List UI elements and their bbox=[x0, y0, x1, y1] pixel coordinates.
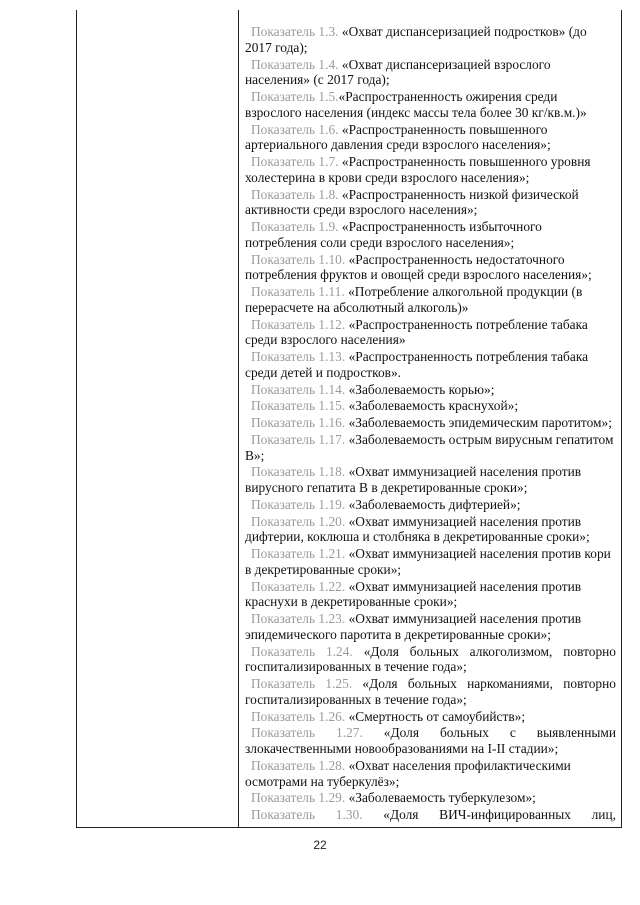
indicator-1-22 bbox=[245, 579, 616, 610]
indicator-1-11 bbox=[245, 284, 616, 315]
indicator-text: «Потребление алкогольной продукции (в перерасчете на абсолютный алкоголь)» bbox=[245, 284, 583, 315]
indicator-1-8 bbox=[245, 187, 616, 218]
indicator-text: «Распространенность потребления табака среди детей и подростков». bbox=[245, 349, 589, 380]
indicator-1-15 bbox=[245, 398, 616, 414]
indicator-label: Показатель 1.7. bbox=[251, 154, 339, 169]
indicator-text: «Доля больных алкоголизмом, повторно госпитализированных в течение года»; bbox=[245, 643, 616, 675]
indicator-text: «Охват иммунизацией населения против вирусного гепатита В в декретированные сроки»; bbox=[245, 464, 582, 496]
indicator-label: Показатель 1.13. bbox=[251, 349, 346, 364]
indicator-1-20 bbox=[245, 514, 616, 545]
indicator-1-10 bbox=[245, 252, 616, 283]
indicator-label: Показатель 1.8. bbox=[251, 186, 339, 202]
page-number: 22 bbox=[313, 838, 327, 852]
table-left-cell bbox=[77, 10, 239, 827]
indicator-label: Показатель 1.11. bbox=[251, 284, 345, 299]
indicator-label: Показатель 1.26. bbox=[251, 708, 346, 724]
indicator-text: «Охват населения профилактическими осмотрами на туберкулёз»; bbox=[245, 757, 571, 789]
indicator-1-4 bbox=[245, 57, 616, 88]
indicator-label: Показатель 1.20. bbox=[251, 513, 346, 529]
indicator-text: «Заболеваемость эпидемическим паротитом»; bbox=[348, 415, 612, 431]
indicator-text: «Распространенность потребление табака среди взрослого населения» bbox=[245, 316, 588, 348]
indicator-label: Показатель 1.18. bbox=[251, 464, 346, 480]
indicator-1-19 bbox=[245, 497, 616, 513]
indicator-1-17 bbox=[245, 432, 616, 463]
indicator-1-14 bbox=[245, 382, 616, 398]
document-table bbox=[76, 10, 622, 828]
indicator-text: «Охват иммунизацией населения против кори в декретированные сроки»; bbox=[245, 546, 611, 577]
indicator-label: Показатель 1.23. bbox=[251, 611, 346, 627]
indicator-1-29 bbox=[245, 790, 616, 806]
indicator-label: Показатель 1.27. bbox=[251, 725, 363, 741]
indicator-text: «Распространенность ожирения среди взрослого населения (индекс массы тела более 30 кг/кв.м.)» bbox=[245, 89, 587, 120]
indicator-text: «Охват диспансеризацией подростков» (до 2017 года); bbox=[245, 24, 587, 55]
indicator-text: «Распространенность повышенного уровня холестерина в крови среди взрослого населения»; bbox=[245, 154, 591, 185]
indicator-1-6 bbox=[245, 122, 616, 153]
indicator-text: «Доля больных наркоманиями, повторно госпитализированных в течение года»; bbox=[245, 676, 616, 707]
indicator-1-18 bbox=[245, 464, 616, 495]
indicator-label: Показатель 1.10. bbox=[251, 251, 346, 267]
indicator-text: «Заболеваемость острым вирусным гепатитом В»; bbox=[245, 431, 614, 463]
indicator-label: Показатель 1.12. bbox=[251, 316, 346, 332]
indicator-1-21 bbox=[245, 546, 616, 577]
indicator-label: Показатель 1.24. bbox=[251, 643, 353, 659]
indicator-label: Показатель 1.30. bbox=[251, 807, 363, 823]
indicator-text: «Распространенность низкой физической активности среди взрослого населения»; bbox=[245, 186, 579, 218]
indicator-label: Показатель 1.6. bbox=[251, 121, 339, 137]
indicator-text: «Распространенность недостаточного потребления фруктов и овощей среди взрослого населения»; bbox=[245, 251, 592, 283]
indicator-label: Показатель 1.29. bbox=[251, 790, 346, 806]
indicator-text: «Доля ВИЧ-инфицированных лиц, bbox=[383, 807, 616, 823]
indicator-label: Показатель 1.14. bbox=[251, 381, 346, 397]
indicator-label: Показатель 1.9. bbox=[251, 219, 339, 234]
indicator-label: Показатель 1.17. bbox=[251, 431, 346, 447]
indicator-text: «Охват иммунизацией населения против краснухи в декретированные сроки»; bbox=[245, 578, 582, 610]
indicator-label: Показатель 1.16. bbox=[251, 415, 346, 431]
indicator-text: «Заболеваемость корью»; bbox=[348, 381, 495, 397]
indicator-text: «Смертность от самоубийств»; bbox=[348, 708, 526, 724]
indicator-text: «Распространенность повышенного артериального давления среди взрослого населения»; bbox=[245, 121, 551, 153]
indicator-text: «Доля больных с выявленными злокачественными новообразованиями на I-II стадии»; bbox=[245, 725, 616, 757]
indicator-1-5 bbox=[245, 89, 616, 120]
indicator-label: Показатель 1.19. bbox=[251, 496, 346, 512]
indicator-text: «Охват иммунизацией населения против дифтерии, коклюша и столбняка в декретированные сроки»; bbox=[245, 513, 590, 545]
indicator-label: Показатель 1.25. bbox=[251, 676, 353, 692]
indicator-text: «Охват диспансеризацией взрослого населения» (с 2017 года); bbox=[245, 56, 551, 88]
indicator-label: Показатель 1.4. bbox=[251, 56, 339, 72]
indicator-text: «Заболеваемость туберкулезом»; bbox=[348, 790, 536, 806]
table-right-cell bbox=[239, 10, 621, 827]
indicator-1-23 bbox=[245, 611, 616, 642]
indicator-text: «Заболеваемость краснухой»; bbox=[348, 398, 519, 414]
indicator-text: «Охват иммунизацией населения против эпидемического паротита в декретированные сроки»; bbox=[245, 611, 582, 642]
indicator-1-13 bbox=[245, 349, 616, 380]
indicator-1-12 bbox=[245, 317, 616, 348]
indicator-label: Показатель 1.28. bbox=[251, 757, 346, 773]
indicator-label: Показатель 1.5. bbox=[251, 89, 339, 104]
indicator-text: «Заболеваемость дифтерией»; bbox=[348, 496, 521, 512]
indicator-label: Показатель 1.3. bbox=[251, 24, 339, 39]
indicator-label: Показатель 1.21. bbox=[251, 546, 346, 562]
indicator-label: Показатель 1.15. bbox=[251, 398, 346, 414]
indicator-1-9 bbox=[245, 219, 616, 250]
indicator-label: Показатель 1.22. bbox=[251, 578, 346, 594]
indicator-1-16 bbox=[245, 415, 616, 431]
indicator-1-30 bbox=[245, 807, 616, 823]
indicator-1-26 bbox=[245, 709, 616, 725]
indicator-1-3 bbox=[245, 24, 616, 55]
indicator-1-24 bbox=[245, 644, 616, 675]
indicator-1-7 bbox=[245, 154, 616, 185]
indicator-text: «Распространенность избыточного потребления соли среди взрослого населения»; bbox=[245, 219, 542, 250]
indicator-1-25 bbox=[245, 676, 616, 707]
indicator-1-27 bbox=[245, 725, 616, 756]
indicator-1-28 bbox=[245, 758, 616, 789]
